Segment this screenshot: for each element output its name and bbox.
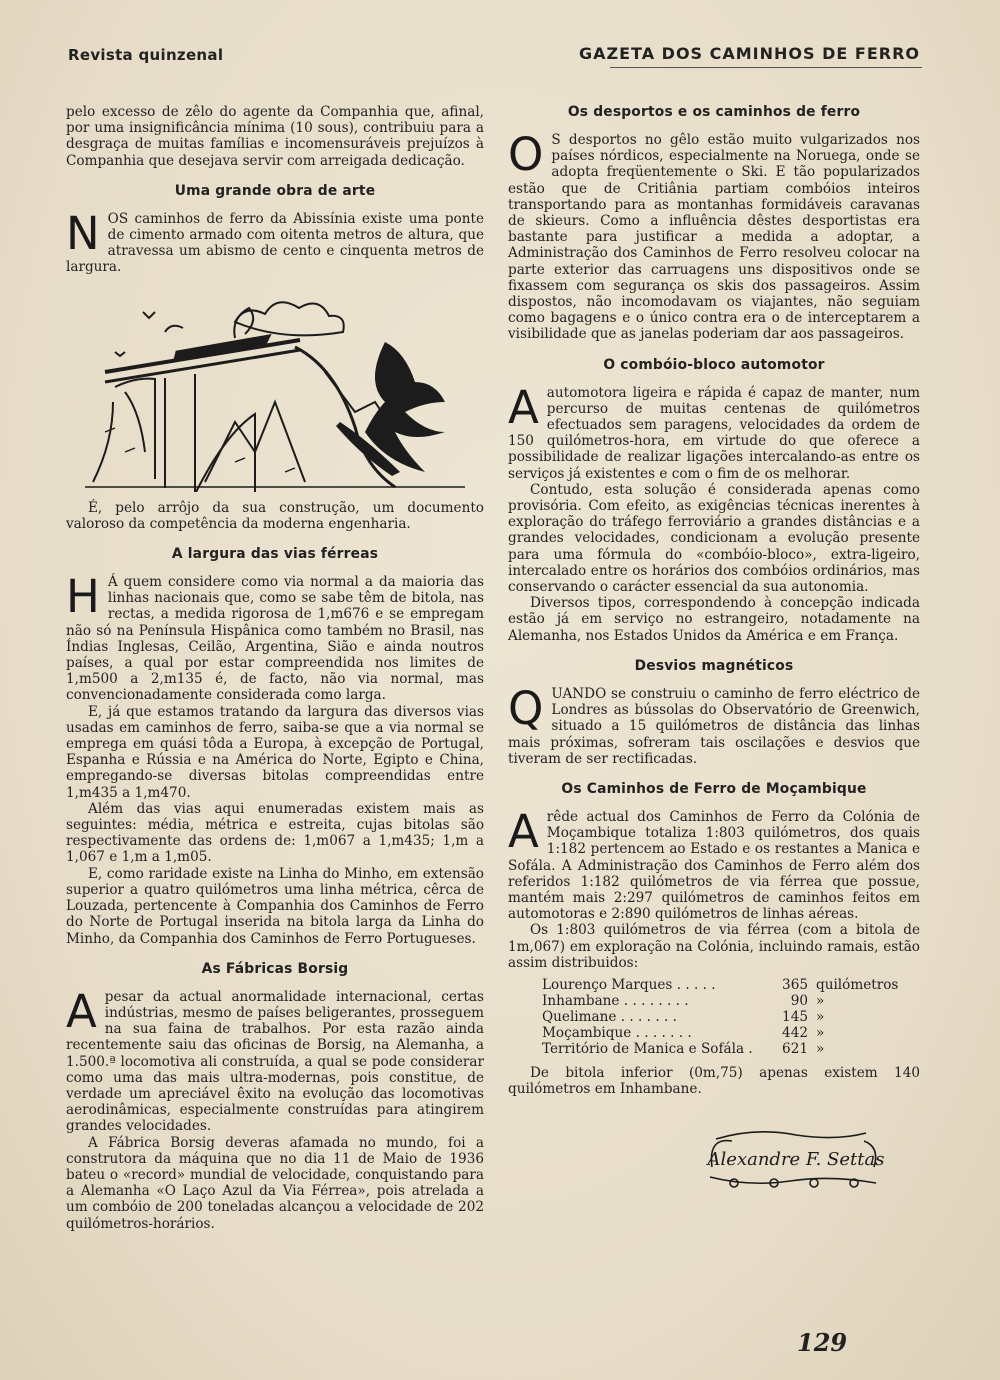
left-column bbox=[66, 104, 484, 1232]
drop-cap: A bbox=[508, 380, 539, 434]
section-title-desportos: Os desportos e os caminhos de ferro bbox=[567, 104, 861, 120]
article-paragraph: UANDO se construiu o caminho de ferro eléctrico de Londres as bússolas do Observatório de Greenwich, situado a 15 quilómetros de distância das linhas mais próximas, sofreram tais oscilações e desvios que tiveram de ser rectificadas. bbox=[508, 685, 920, 767]
drop-cap: A bbox=[508, 804, 539, 858]
section-title-comboio-bloco: O combóio-bloco automotor bbox=[603, 356, 825, 373]
table-cell-km: 145 bbox=[782, 1008, 808, 1025]
section-title-borsig: As Fábricas Borsig bbox=[201, 960, 349, 977]
table-row bbox=[542, 1009, 898, 1025]
header-publication-title: GAZETA DOS CAMINHOS DE FERRO bbox=[578, 44, 920, 63]
drop-cap: H bbox=[66, 570, 100, 624]
article-paragraph: Além das vias aqui enumeradas existem mais as seguintes: média, métrica e estreita, cujas bitolas são respectivamente das ordens de: 1,m067 a 1,m435; 1,m a 1,067 e 1,m a 1,m05. bbox=[66, 800, 484, 866]
table-cell-unit: » bbox=[816, 1024, 825, 1041]
article-comboio-bloco bbox=[508, 380, 920, 482]
section-title-desvios: Desvios magnéticos bbox=[634, 657, 794, 674]
article-paragraph: OS caminhos de ferro da Abissínia existe uma ponte de cimento armado com oitenta metros de altura, que atravessa um abismo de cento e cinquenta metros de largura. bbox=[66, 210, 484, 276]
table-cell-unit: » bbox=[816, 992, 825, 1009]
table-cell-unit: » bbox=[816, 1008, 825, 1025]
intro-paragraph: pelo excesso de zêlo do agente da Companhia que, afinal, por uma insignificância mínima (10 sous), contribuiu para a desgraça de muitas famílias e incomensuráveis prejuízos à Companhia que desejava servir com arreigada dedicação. bbox=[66, 104, 484, 169]
table-cell-unit: quilómetros bbox=[816, 976, 899, 993]
article-paragraph: A Fábrica Borsig deveras afamada no mundo, foi a construtora da máquina que no dia 11 de Maio de 1936 bateu o «record» mundial de velocidade, conquistando para a Alemanha «O Laço Azul da Via Férrea», pois atrelada a um combóio de 200 toneladas alcançou a velocidade de 202 quilómetros-horários. bbox=[66, 1134, 484, 1232]
right-column bbox=[508, 104, 920, 1189]
drop-cap: A bbox=[66, 984, 97, 1038]
article-paragraph: S desportos no gêlo estão muito vulgarizados nos países nórdicos, especialmente na Noruega, onde se adopta freqüentemente o Ski. E tão popularizados estão que de Critiânia partiam combóios inteiros transportando para as montanhas formidáveis caravanas de skieurs. Como a influência dêstes desportistas era bastante para justificar a medida a adoptar, a Administração dos Caminhos de Ferro resolveu colocar na parte exterior das carruagens uns dispositivos onde se fixassem com segurança os skis dos passageiros. Assim dispostos, não incomodavam os viajantes, não seguiam como bagagens e o único contra era o de interceptarem a visibilidade que as janelas poderiam dar aos passageiros. bbox=[508, 132, 920, 343]
table-cell-km: 365 bbox=[782, 976, 808, 993]
article-paragraph: E, já que estamos tratando da largura das diversos vias usadas em caminhos de ferro, saiba-se que a via normal se emprega em quási tôda a Europa, à excepção de Portugal, Espanha e Rússia e na América do Norte, Egipto e China, empregando-se diversas bitolas compreendidas entre 1,m435 a 1,m470. bbox=[66, 703, 484, 801]
article-desvios bbox=[508, 681, 920, 767]
table-cell-place: Moçambique . . . . . . . bbox=[542, 1024, 692, 1041]
article-paragraph: Os 1:803 quilómetros de via férrea (com a bitola de 1m,067) em exploração na Colónia, incluindo ramais, estão assim distribuidos: bbox=[508, 922, 920, 971]
article-paragraph: Contudo, esta solução é considerada apenas como provisória. Com efeito, as exigências técnicas inerentes à exploração do tráfego ferroviário a grandes distâncias e a grandes velocidades, condicionam a evolução presente para uma fórmula do «combóio-bloco», extra-ligeiro, intercalado entre os horários dos combóios ordinários, mas conservando o carácter essencial da sua autonomia. bbox=[508, 481, 920, 596]
table-row bbox=[542, 977, 898, 993]
article-paragraph: Diversos tipos, correspondendo à concepção indicada estão já em serviço no estrangeiro, notadamente na Alemanha, nos Estados Unidos da América e em França. bbox=[508, 595, 920, 644]
table-cell-place: Inhambane . . . . . . . . bbox=[542, 992, 689, 1009]
table-cell-km: 90 bbox=[790, 992, 808, 1009]
table-cell-km: 442 bbox=[782, 1024, 808, 1041]
table-cell-km: 621 bbox=[782, 1040, 808, 1057]
drop-cap: O bbox=[508, 128, 544, 181]
bridge-illustration bbox=[85, 282, 465, 492]
article-borsig bbox=[66, 984, 484, 1135]
article-paragraph: automotora ligeira e rápida é capaz de manter, num percurso de muitas centenas de quilómetros efectuados sem paragens, velocidades da ordem de 150 quilómetros-hora, em virtude do que oferece a possibilidade de realizar ligações intercalando-as entre os serviços já existentes e com o fim de os melhorar. bbox=[508, 384, 920, 482]
article-mocambique bbox=[508, 804, 920, 923]
section-title-obra-de-arte: Uma grande obra de arte bbox=[174, 182, 376, 199]
section-title-mocambique: Os Caminhos de Ferro de Moçambique bbox=[561, 780, 867, 797]
table-cell-unit: » bbox=[816, 1040, 825, 1057]
article-paragraph: rêde actual dos Caminhos de Ferro da Colónia de Moçambique totaliza 1:803 quilómetros, dos quais 1:182 pertencem ao Estado e os restantes a Manica e Sofála. A Administração dos Caminhos de Ferro além dos referidos 1:182 quilómetros de via férrea que possue, mantém mais 2:297 quilómetros de caminhos feitos em automotoras e 2:890 quilómetros de linhas aéreas. bbox=[508, 808, 920, 923]
article-desportos bbox=[508, 128, 920, 343]
header-periodicity: Revista quinzenal bbox=[68, 46, 224, 64]
header-rule bbox=[610, 67, 922, 68]
table-cell-place: Território de Manica e Sofála . bbox=[542, 1040, 753, 1057]
distribution-table bbox=[542, 977, 898, 1057]
article-largura-vias bbox=[66, 570, 484, 704]
article-obra-de-arte bbox=[66, 206, 484, 276]
article-paragraph: De bitola inferior (0m,75) apenas existem 140 quilómetros em Inhambane. bbox=[508, 1064, 920, 1098]
drop-cap: Q bbox=[508, 681, 544, 735]
signature-text: Alexandre F. Settas bbox=[707, 1149, 884, 1171]
section-title-largura-vias: A largura das vias férreas bbox=[171, 546, 379, 563]
article-paragraph: Á quem considere como via normal a da maioria das linhas nacionais que, como se sabe têm de bitola, nas rectas, a medida rigorosa de 1,m676 e se empregam não só na Península Hispânica como também no Brasil, nas Índias Inglesas, Ceilão, Argentina, Sião e ainda noutros países, a qual por estar compreendida nos limites de 1,m500 a 2,m135 é, de facto, não via normal, mas convencionadamente considerada como larga. bbox=[66, 574, 484, 704]
table-cell-place: Quelimane . . . . . . . bbox=[542, 1008, 677, 1025]
article-paragraph: É, pelo arrôjo da sua construção, um documento valoroso da competência da moderna engenharia. bbox=[66, 499, 484, 532]
table-cell-place: Lourenço Marques . . . . . bbox=[542, 976, 716, 993]
article-paragraph: E, como raridade existe na Linha do Minho, em extensão superior a quatro quilómetros uma linha métrica, cêrca de Louzada, pertencente à Companhia dos Caminhos de Ferro do Norte de Portugal inserida na bitola larga da Linha do Minho, da Companhia dos Caminhos de Ferro Portugueses. bbox=[66, 865, 484, 947]
page-number: 129 bbox=[797, 1328, 848, 1357]
article-paragraph: pesar da actual anormalidade internacional, certas indústrias, mesmo de países beligerantes, prosseguem na sua faina de trabalhos. Por esta razão ainda recentemente saiu das oficinas de Borsig, na Alemanha, a 1.500.ª locomotiva ali construída, a qual se pode considerar como uma das mais ultra-modernas, pois constitue, de verdade um apreciável êxito na evolução das locomotivas aerodinâmicas, especialmente construídas para atingirem grandes velocidades. bbox=[66, 988, 484, 1135]
table-row bbox=[542, 1025, 898, 1041]
drop-cap: N bbox=[66, 206, 100, 260]
table-row bbox=[542, 1041, 898, 1057]
author-signature bbox=[704, 1127, 884, 1189]
table-row bbox=[542, 993, 898, 1009]
